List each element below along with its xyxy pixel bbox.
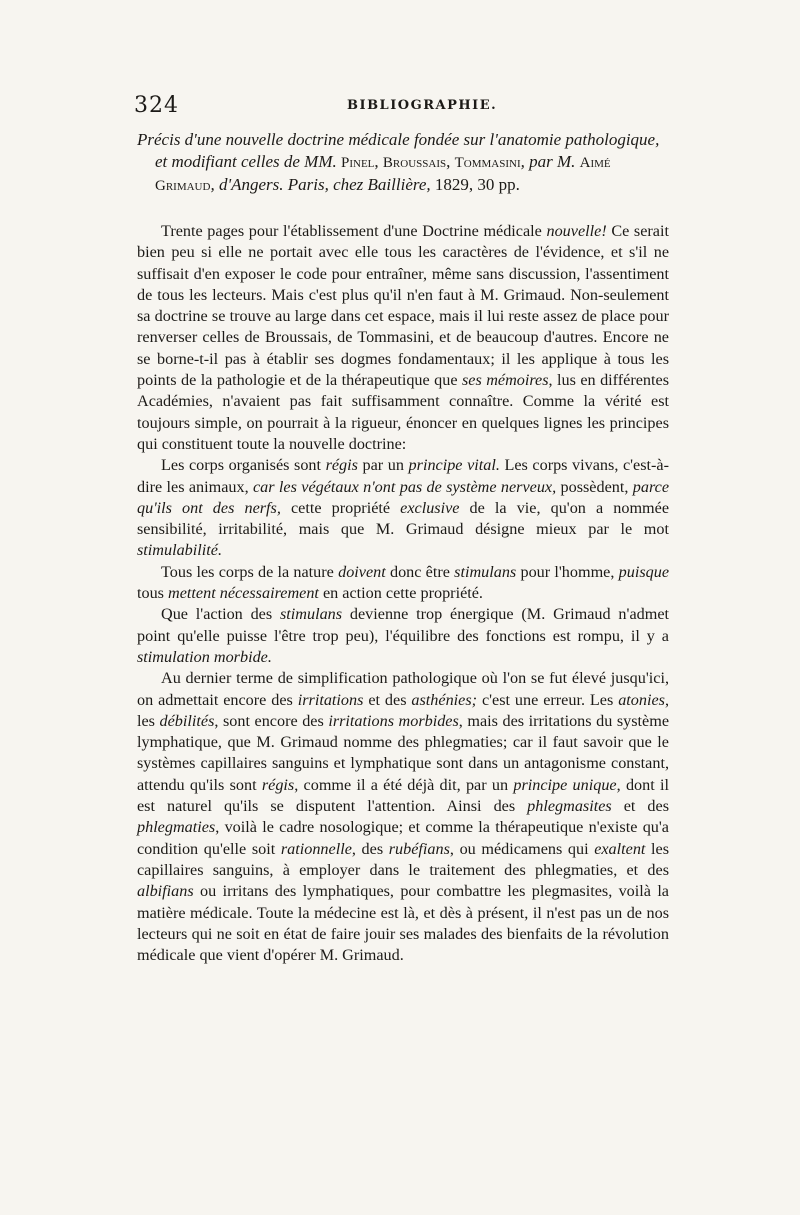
book-citation: Précis d'une nouvelle doctrine médicale fondée sur l'anatomie pathologique, et modifiant celles de MM. Pinel, Broussais, Tommasini, par M. Aimé Grimaud, d'Angers. Paris, chez Baillière, 1829, 30 pp. <box>137 130 660 194</box>
book-page <box>134 93 670 966</box>
paragraph: Tous les corps de la nature doivent donc être stimulans pour l'homme, puisque tous mettent nécessairement en action cette propriété. <box>137 562 669 603</box>
review-body <box>137 221 669 966</box>
paragraph: Que l'action des stimulans devienne trop énergique (M. Grimaud n'admet point qu'elle puisse l'être trop peu), l'équilibre des fonctions est rompu, il y a stimulation morbide. <box>137 605 669 666</box>
paragraph: Trente pages pour l'établissement d'une Doctrine médicale nouvelle! Ce serait bien peu si elle ne portait avec elle tous les caractères de l'évidence, et s'il ne suffisait d'en exposer le code pour entraîner, même sans discussion, l'assentiment de tous les lecteurs. Mais c'est plus qu'il n'en faut à M. Grimaud. Non-seulement sa doctrine se trouve au large dans cet espace, mais il lui reste assez de place pour renverser celles de Broussais, de Tommasini, et de beaucoup d'autres. Encore ne se borne-t-il pas à établir ses dogmes fondamentaux; il les applique à tous les points de la pathologie et de la thérapeutique que ses mémoires, lus en différentes Académies, n'avaient pas fait suffisamment connaître. Comme la vérité est toujours simple, on pourrait à la rigueur, énoncer en quelques lignes les principes qui constituent toute la nouvelle doctrine: <box>137 222 670 453</box>
running-head: BIBLIOGRAPHIE. <box>347 98 498 113</box>
paragraph: Les corps organisés sont régis par un principe vital. Les corps vivans, c'est-à-dire les animaux, car les végétaux n'ont pas de système nerveux, possèdent, parce qu'ils ont des nerfs, cette propriété exclusive de la vie, qu'on a nommée sensibilité, irritabilité, mais que M. Grimaud désigne mieux par le mot stimulabilité. <box>137 456 670 560</box>
page-header <box>134 93 669 129</box>
paragraph: Au dernier terme de simplification pathologique où l'on se fut élevé jusqu'ici, on admettait encore des irritations et des asthénies; c'est une erreur. Les atonies, les débilités, sont encore des irritations morbides, mais des irritations du système lymphatique, que M. Grimaud nomme des phlegmaties; car il faut savoir que le systèmes capillaires sanguins et lymphatique sont dans un antagonisme constant, attendu qu'ils sont régis, comme il a été déjà dit, par un principe unique, dont il est naturel qu'ils se disputent l'attention. Ainsi des phlegmasites et des phlegmaties, voilà le cadre nosologique; et comme la thérapeutique n'existe qu'a condition qu'elle soit rationnelle, des rubéfians, ou médicamens qui exaltent les capillaires sanguins, à employer dans le traitement des phlegmaties, et des albifians ou irritans des lymphatiques, pour combattre les plegmasites, voilà la matière médicale. Toute la médecine est là, et dès à présent, il n'est pas un de nos lecteurs qui ne soit en état de faire jouir ses malades des bienfaits de la révolution médicale que vient d'opérer M. Grimaud. <box>137 669 670 965</box>
page-number: 324 <box>134 93 179 118</box>
